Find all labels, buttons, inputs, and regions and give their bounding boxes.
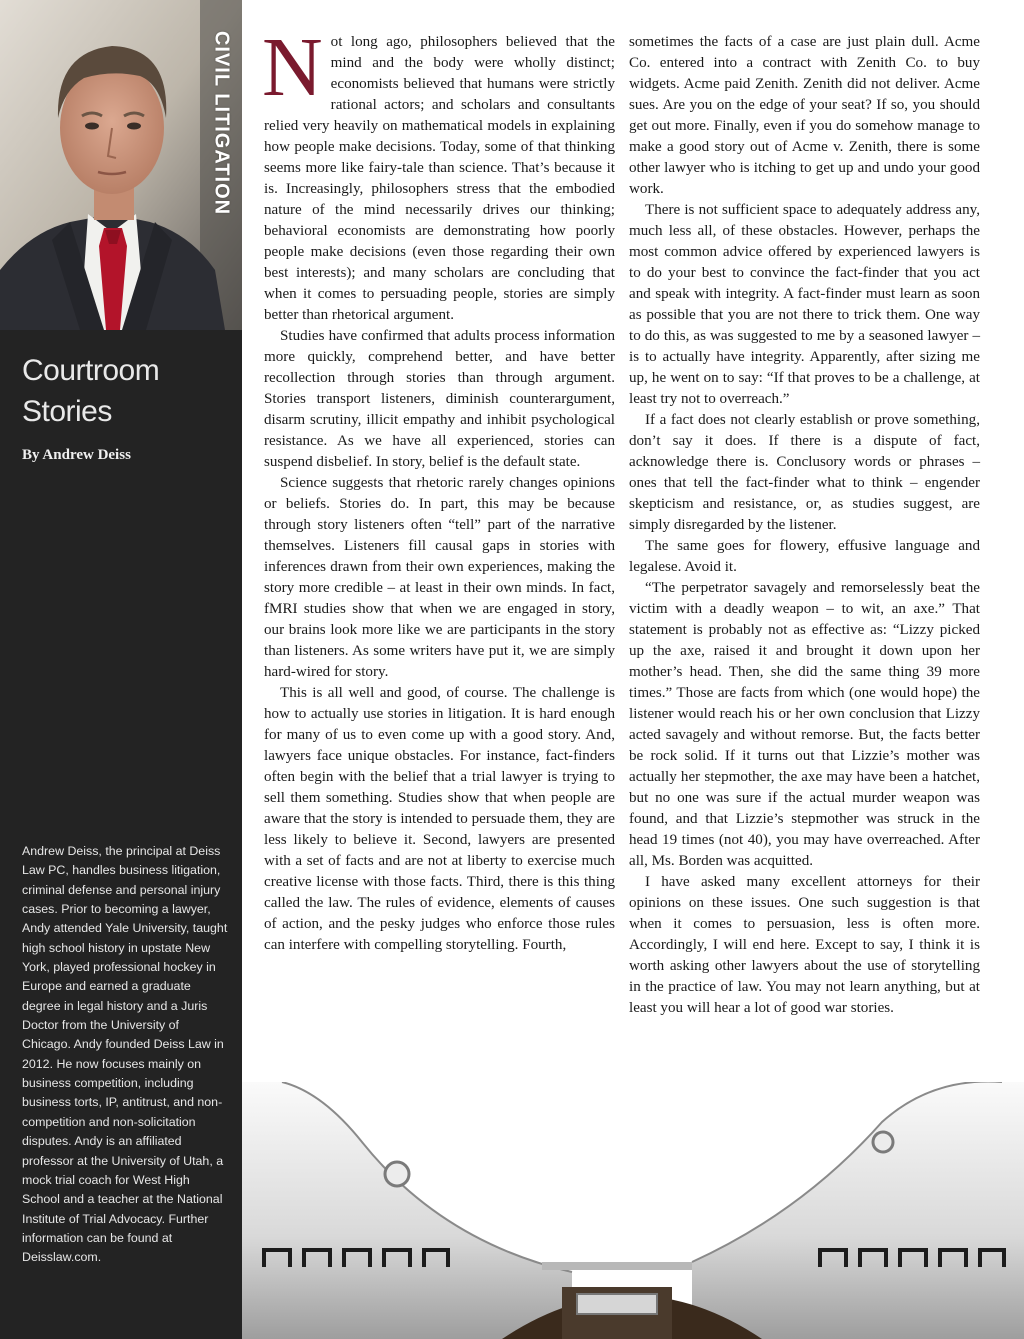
author-sidebar: [0, 0, 242, 1339]
section-label-text: CIVIL LITIGATION: [210, 30, 233, 216]
paragraph: “The perpetrator savagely and remorselessly beat the victim with a deadly weapon – to wit, an axe.” That statement is probably not as effective as: “Lizzy picked up the axe, raised it and brought it down upon her mother’s head. Then, she did the same thing 39 more times.” Those are facts from which (one would hope) the listener would reach his or her own conclusion that Lizzy acted savagely and without remorse. But, the facts better be rock solid. If it turns out that Lizzie’s mother was actually her stepmother, the axe may have been a hatchet, but no one was sure if the actual murder weapon was found, and that Lizzie’s stepmother was struck in the head 19 times (not 40), you may have overreached. After all, Ms. Borden was acquitted.: [629, 580, 980, 869]
paragraph: There is not sufficient space to adequately address any, much less all, of these obstacles. However, perhaps the most common advice offered by experienced lawyers is to do your best to convince the fact-finder that you act and speak with integrity. A fact-finder must learn as soon as possible that you are not there to trick them. One way to do this, as was suggested to me by a seasoned lawyer – is to actually have integrity. Apparently, after sizing me up, he went on to say: “If that proves to be a challenge, at least try not to overreach.”: [629, 202, 980, 407]
paragraph: I have asked many excellent attorneys for their opinions on these issues. One such suggestion is that when it comes to persuasion, less is often more. Accordingly, I will end here. Except to say, I think it is worth asking other lawyers about the use of storytelling in the practice of law. You may not learn anything, but at least you will hear a lot of good war stories.: [629, 874, 980, 1016]
paragraph: The same goes for flowery, effusive language and legalese. Avoid it.: [629, 538, 980, 575]
article-column-2: [629, 32, 980, 1019]
drop-cap: N: [262, 21, 323, 114]
paragraph: sometimes the facts of a case are just plain dull. Acme Co. entered into a contract with Zenith Co. to buy widgets. Acme paid Zenith. Zenith did not deliver. Acme sues. Are you on the edge of your seat? If so, you should get out more. Finally, even if you do somehow manage to make a good story out of Acme v. Zenith, there is some other lawyer who is itching to get up and undo your good work.: [629, 34, 980, 197]
byline: By Andrew Deiss: [22, 447, 131, 463]
paragraph: This is all well and good, of course. The challenge is how to actually use stories in litigation. It is hard enough for many of us to even come up with a good story. And, lawyers face unique obstacles. For instance, fact-finders often begin with the belief that a trial lawyer is trying to sell them something. Studies show that when people are aware that the story is intended to persuade them, they are less likely to believe it. Second, lawyers are presented with a set of facts and are not at liberty to exercise much creative license with those facts. Third, there is this thing called the law. The rules of evidence, elements of causes of action, and the pesky judges who enforce those rules can interfere with compelling storytelling. Fourth,: [264, 685, 615, 953]
paragraph: Studies have confirmed that adults process information more quickly, comprehend better, and have better recollection through stories than through argument. Stories transport listeners, diminish counterargument, disarm scrutiny, illicit empathy and inhibit psychological resistance. As we have all experienced, stories can suspend disbelief. In story, belief is the default state.: [264, 328, 615, 470]
section-label: [201, 30, 241, 216]
author-bio: Andrew Deiss, the principal at Deiss Law PC, handles business litigation, criminal defense and personal injury cases. Prior to becoming a lawyer, Andy attended Yale University, taught high school history in upstate New York, played professional hockey in Europe and earned a graduate degree in legal history and a Juris Doctor from the University of Chicago. Andy founded Deiss Law in 2012. He now focuses mainly on business competition, including business torts, IP, antitrust, and non-competition and non-solicitation disputes. Andy is an affiliated professor at the University of Utah, a mock trial coach for West High School and a teacher at the National Institute of Trial Advocacy. Further information can be found at Deisslaw.com.: [22, 844, 228, 1265]
article-title: Courtroom Stories: [22, 354, 160, 428]
paragraph: ot long ago, philosophers believed that the mind and the body were wholly distinct; economists believed that humans were strictly rational actors; and scholars and consultants relied very heavily on mathematical models in explaining how people make decisions. Today, some of that thinking seems more like fairy-tale than science. That’s because it is. Increasingly, philosophers stress that the embodied nature of the mind necessarily drives our thinking; behavioral economists are demonstrating how poorly people make decisions (even those regarding their own best interests); and many scholars are concluding that when it comes to persuading people, stories are simply better than rhetorical argument.: [264, 34, 615, 323]
typewriter-image: [242, 1082, 1024, 1339]
paragraph: If a fact does not clearly establish or prove something, don’t say it does. If there is a dispute of fact, acknowledge there is. Conclusory words or phrases – ones that tell the fact-finder what to think – engender skepticism and resistance, or, as studies suggest, are simply disregarded by the listener.: [629, 412, 980, 533]
article-column-1: [262, 21, 615, 956]
paragraph: Science suggests that rhetoric rarely changes opinions or beliefs. Stories do. In part, this may be because through story listeners often “tell” part of the narrative themselves. Listeners fill causal gaps in stories with inferences drawn from their own experiences, making the story more credible – at least in their own minds. In fact, fMRI studies show that when we are engaged in story, our brains look more like we are participants in the story than listeners. As some writers have put it, we are simply hard-wired for story.: [264, 475, 615, 680]
